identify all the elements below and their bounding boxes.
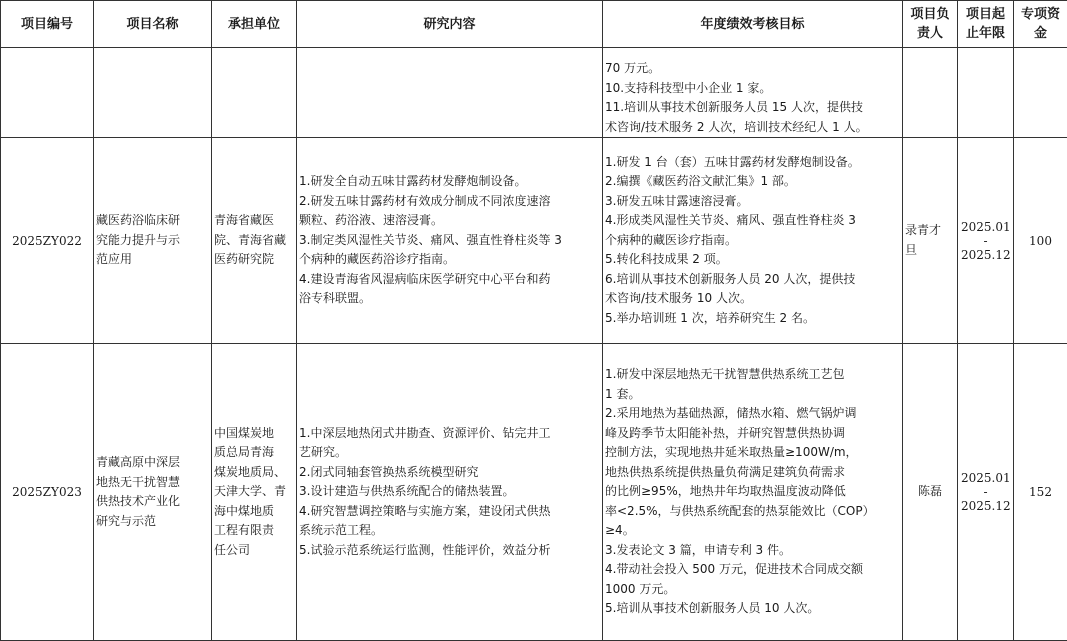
row1-content-line: 颗粒、药浴液、速溶浸膏。 (299, 211, 600, 231)
row2-goal-line: 5.培训从事技术创新服务人员 10 人次。 (605, 599, 900, 619)
col-header-period-line2: 止年限 (961, 24, 1010, 43)
row1-unit-line: 医药研究院 (214, 250, 294, 270)
row1-leader (903, 138, 958, 344)
row1-name-line: 范应用 (96, 250, 209, 270)
row1-period-start: 2025.01 (961, 220, 1010, 234)
row2-content-line: 2.闭式同轴套管换热系统模型研究 (299, 463, 600, 483)
row2-name (94, 344, 212, 641)
row2-id: 2025ZY023 (1, 344, 94, 641)
row2-goal-line: 峰及跨季节太阳能补热，并研究智慧供热协调 (605, 424, 900, 444)
row2-goal-line: 1000 万元。 (605, 580, 900, 600)
row1-goal-line: 3.研发五味甘露速溶浸膏。 (605, 192, 900, 212)
col-header-fund-line1: 专项资 (1017, 5, 1064, 24)
row1-goal-line: 4.形成类风湿性关节炎、痛风、强直性脊柱炎 3 (605, 211, 900, 231)
col-header-fund (1014, 1, 1067, 48)
col-header-period (958, 1, 1014, 48)
row2-period-start: 2025.01 (961, 471, 1010, 485)
row0-goal-line: 10.支持科技型中小企业 1 家。 (605, 79, 900, 99)
row2-goal-line: 2.采用地热为基础热源，储热水箱、燃气锅炉调 (605, 404, 900, 424)
row0-goal-line: 70 万元。 (605, 59, 900, 79)
row2-goal-line: 1 套。 (605, 385, 900, 405)
row2-leader: 陈磊 (903, 344, 958, 641)
row2-unit (212, 344, 297, 641)
row1-goal-line: 6.培训从事技术创新服务人员 20 人次，提供技 (605, 270, 900, 290)
row2-content-line: 3.设计建造与供热系统配合的储热装置。 (299, 482, 600, 502)
row0-leader (903, 48, 958, 138)
row1-content-line: 个病种的藏医药浴诊疗指南。 (299, 250, 600, 270)
row1-period (958, 138, 1014, 344)
header-row (1, 1, 1067, 48)
table-row (1, 344, 1067, 641)
row1-unit (212, 138, 297, 344)
row1-goal-line: 个病种的藏医诊疗指南。 (605, 231, 900, 251)
row2-content (297, 344, 603, 641)
col-header-unit: 承担单位 (212, 1, 297, 48)
row2-goal-line: 控制方法，实现地热井延米取热量≥100W/m， (605, 443, 900, 463)
col-header-leader (903, 1, 958, 48)
row2-period (958, 344, 1014, 641)
row2-content-line: 5.试验示范系统运行监测，性能评价，效益分析 (299, 541, 600, 561)
row2-fund: 152 (1014, 344, 1067, 641)
row1-name-line: 究能力提升与示 (96, 231, 209, 251)
row2-unit-line: 任公司 (214, 541, 294, 561)
row1-content-line: 1.研发全自动五味甘露药材发酵炮制设备。 (299, 172, 600, 192)
row1-period-end: 2025.12 (961, 248, 1010, 262)
col-header-name: 项目名称 (94, 1, 212, 48)
row2-period-sep: - (961, 485, 1010, 499)
row1-leader-line: 旦 (905, 241, 955, 261)
row1-name-line: 藏医药浴临床研 (96, 211, 209, 231)
row0-period (958, 48, 1014, 138)
row1-name (94, 138, 212, 344)
row2-content-line: 1.中深层地热闭式井勘查、资源评价、钻完井工 (299, 424, 600, 444)
row1-content-line: 4.建设青海省风湿病临床医学研究中心平台和药 (299, 270, 600, 290)
row2-period-end: 2025.12 (961, 499, 1010, 513)
row1-unit-line: 院、青海省藏 (214, 231, 294, 251)
row1-goal-line: 5.举办培训班 1 次，培养研究生 2 名。 (605, 309, 900, 329)
row2-name-line: 地热无干扰智慧 (96, 473, 209, 493)
row2-unit-line: 煤炭地质局、 (214, 463, 294, 483)
row0-name (94, 48, 212, 138)
row2-goals (603, 344, 903, 641)
row2-unit-line: 海中煤地质 (214, 502, 294, 522)
col-header-content: 研究内容 (297, 1, 603, 48)
row0-goal-line: 术咨询/技术服务 2 人次，培训技术经纪人 1 人。 (605, 118, 900, 138)
row2-goal-line: 的比例≥95%，地热井年均取热温度波动降低 (605, 482, 900, 502)
row2-unit-line: 中国煤炭地 (214, 424, 294, 444)
row2-goal-line: 率<2.5%，与供热系统配套的热泵能效比（COP） (605, 502, 900, 522)
row0-unit (212, 48, 297, 138)
row1-goal-line: 5.转化科技成果 2 项。 (605, 250, 900, 270)
col-header-period-line1: 项目起 (961, 5, 1010, 24)
row1-content-line: 2.研发五味甘露药材有效成分制成不同浓度速溶 (299, 192, 600, 212)
row2-goal-line: 地热供热系统提供热量负荷满足建筑负荷需求 (605, 463, 900, 483)
row2-name-line: 供热技术产业化 (96, 492, 209, 512)
row2-content-line: 艺研究。 (299, 443, 600, 463)
row2-unit-line: 质总局青海 (214, 443, 294, 463)
row2-goal-line: 3.发表论文 3 篇，申请专利 3 件。 (605, 541, 900, 561)
row1-goal-line: 1.研发 1 台（套）五味甘露药材发酵炮制设备。 (605, 153, 900, 173)
col-header-leader-line1: 项目负 (906, 5, 954, 24)
row1-goals (603, 138, 903, 344)
row2-goal-line: 1.研发中深层地热无干扰智慧供热系统工艺包 (605, 365, 900, 385)
row1-id: 2025ZY022 (1, 138, 94, 344)
row2-goal-line: ≥4。 (605, 521, 900, 541)
row0-fund (1014, 48, 1067, 138)
row1-goal-line: 术咨询/技术服务 10 人次。 (605, 289, 900, 309)
table-row (1, 138, 1067, 344)
col-header-id: 项目编号 (1, 1, 94, 48)
row2-content-line: 系统示范工程。 (299, 521, 600, 541)
row2-unit-line: 工程有限责 (214, 521, 294, 541)
row2-name-line: 研究与示范 (96, 512, 209, 532)
row0-goals (603, 48, 903, 138)
row1-content-line: 浴专科联盟。 (299, 289, 600, 309)
col-header-leader-line2: 责人 (906, 24, 954, 43)
row1-leader-line: 录青才 (905, 221, 955, 241)
row2-unit-line: 天津大学、青 (214, 482, 294, 502)
col-header-fund-line2: 金 (1017, 24, 1064, 43)
row1-goal-line: 2.编撰《藏医药浴文献汇集》1 部。 (605, 172, 900, 192)
row2-content-line: 4.研究智慧调控策略与实施方案，建设闭式供热 (299, 502, 600, 522)
row0-goal-line: 11.培训从事技术创新服务人员 15 人次，提供技 (605, 98, 900, 118)
row0-content (297, 48, 603, 138)
row1-content-line: 3.制定类风湿性关节炎、痛风、强直性脊柱炎等 3 (299, 231, 600, 251)
row1-content (297, 138, 603, 344)
row2-name-line: 青藏高原中深层 (96, 453, 209, 473)
col-header-goals: 年度绩效考核目标 (603, 1, 903, 48)
table-row (1, 48, 1067, 138)
row0-id (1, 48, 94, 138)
row2-goal-line: 4.带动社会投入 500 万元，促进技术合同成交额 (605, 560, 900, 580)
row1-unit-line: 青海省藏医 (214, 211, 294, 231)
row1-fund: 100 (1014, 138, 1067, 344)
row1-period-sep: - (961, 234, 1010, 248)
